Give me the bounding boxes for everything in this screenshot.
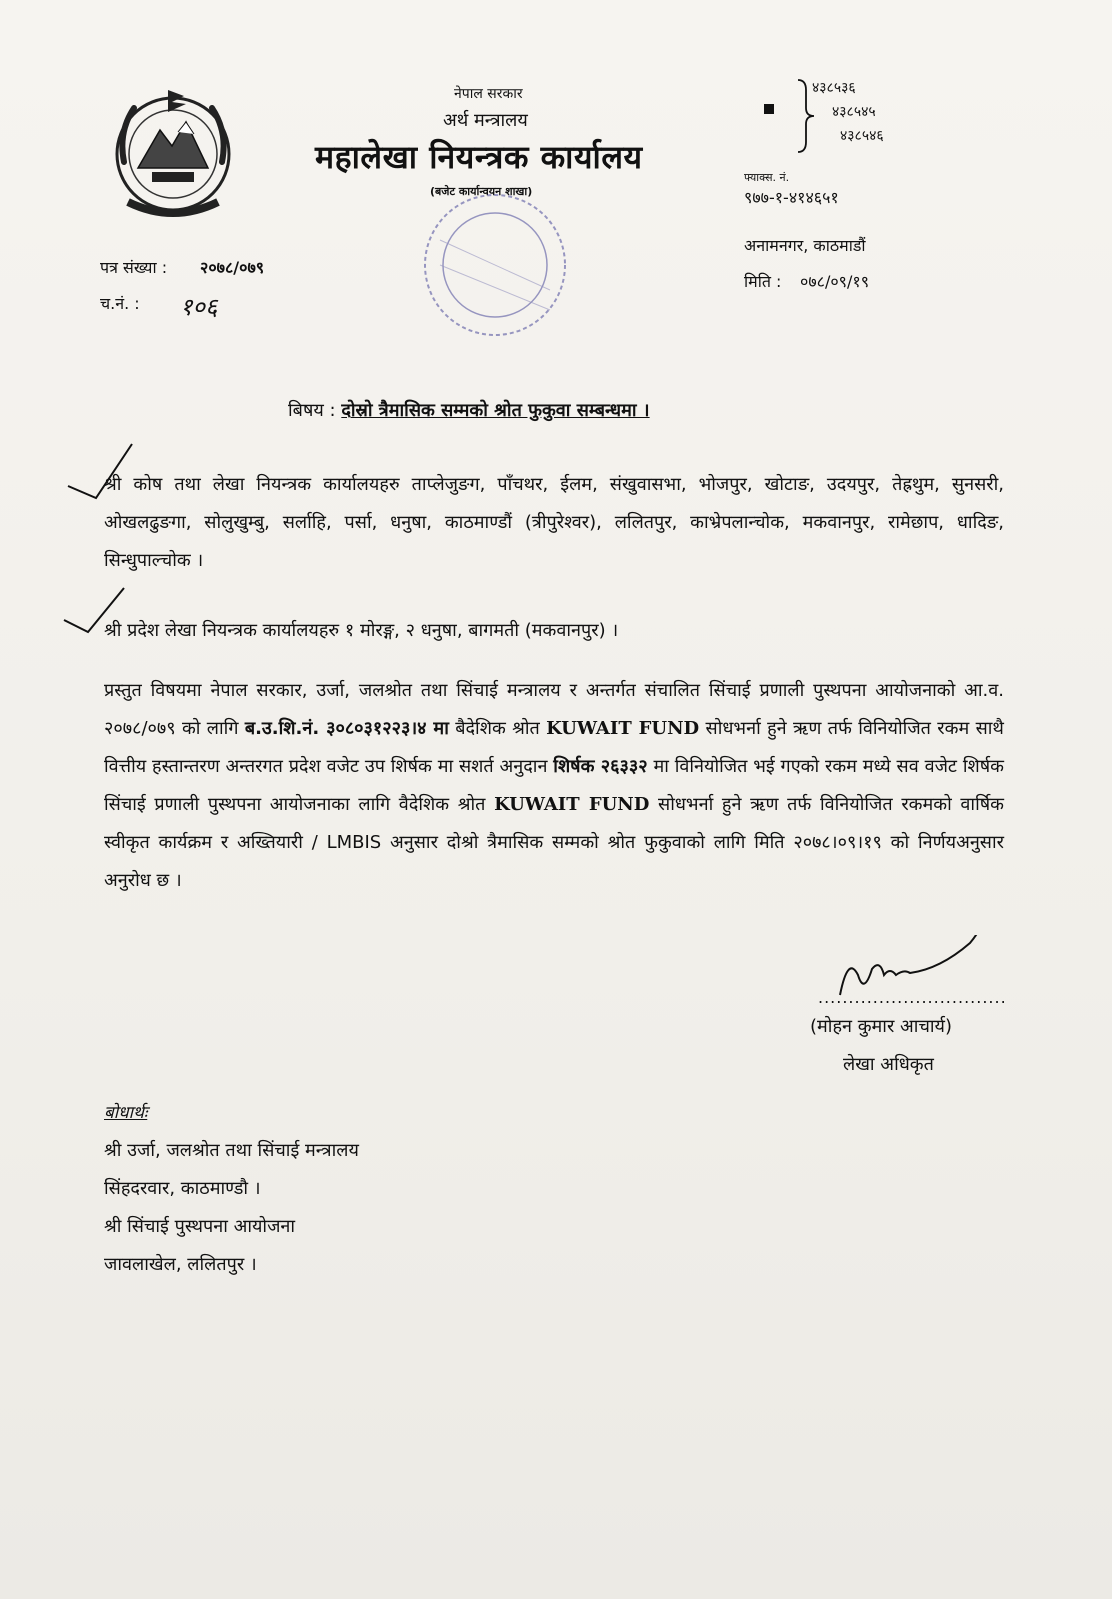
dispatch-number: १०६ (180, 293, 218, 321)
date-label: मिति : (744, 272, 782, 291)
body-part-2: बैदेशिक श्रोत (455, 718, 540, 739)
cc-line: श्री उर्जा, जलश्रोत तथा सिंचाई मन्त्रालय (104, 1140, 359, 1161)
cc-line: श्री सिंचाई पुस्थपना आयोजना (104, 1216, 296, 1237)
office-name: महालेखा नियन्त्रक कार्यालय (315, 138, 643, 176)
recipient-1: श्री कोष तथा लेखा नियन्त्रक कार्यालयहरु ताप्लेजुङग, पाँचथर, ईलम, संखुवासभा, भोजपुर, खोटाङ, उदयपुर, तेह्रथुम, सुनसरी, ओखलढुङगा, सोलुखुम्बु, सर्लाहि, पर्सा, धनुषा, काठमाण्डौं (त्रीपुरेश्वर), ललितपुर, काभ्रेपलान्चोक, मकवानपुर, रामेछाप, धादिङ, सिन्धुपाल्चोक । (104, 474, 1004, 571)
phone-icon (762, 102, 776, 116)
head-number: शिर्षक २६३३२ (553, 756, 648, 777)
ref-number: २०७८/०७९ (200, 258, 265, 277)
signature-line: ............................... (818, 988, 1007, 1007)
cc-heading: बोधार्थः (104, 1103, 148, 1123)
fax-label: फ्याक्स. नं. (744, 171, 790, 184)
cc-line: सिंहदरवार, काठमाण्डौ । (104, 1178, 261, 1199)
nepal-emblem-icon (108, 72, 238, 232)
body-part-5: सोधभर्ना हुने ऋण तर्फ विनियोजित रकमको वार्षिक स्वीकृत कार्यक्रम र अख्तियारी / LMBIS अनुसार दोश्रो त्रैमासिक सम्मको श्रोत फुकुवाको लागि मिति २०७८।०९।१९ को निर्णयअनुसार अनुरोध छ । (104, 794, 1004, 891)
subject-line (288, 398, 650, 422)
cc-line: जावलाखेल, ललितपुर । (104, 1254, 257, 1275)
fax-number: ९७७-१-४१४६५१ (744, 188, 839, 207)
fund-name-1: KUWAIT FUND (546, 718, 700, 739)
subject-text: दोस्रो त्रैमासिक सम्मको श्रोत फुकुवा सम्बन्धमा । (341, 400, 650, 421)
body-part-3: सोधभर्ना हुने ऋण तर्फ विनियोजित रकम साथै वित्तीय हस्तान्तरण अन्तरगत प्रदेश वजेट उप शिर्षक मा सशर्त अनुदान (104, 718, 1004, 777)
office-unit: (बजेट कार्यान्वयन शाखा) (430, 185, 533, 198)
ministry-name: अर्थ मन्त्रालय (443, 110, 528, 131)
signatory-role: लेखा अधिकृत (843, 1054, 934, 1075)
dispatch-label: च.नं. : (100, 294, 140, 313)
phone-1: ४३८५३६ (812, 80, 856, 96)
recipient-2: श्री प्रदेश लेखा नियन्त्रक कार्यालयहरु १ मोरङ्ग, २ धनुषा, बागमती (मकवानपुर) । (104, 620, 619, 641)
phone-2: ४३८५४५ (832, 104, 876, 120)
date-value: ०७८/०९/१९ (800, 272, 870, 291)
fund-name-2: KUWAIT FUND (494, 794, 650, 815)
address: अनामनगर, काठमाडौं (744, 236, 866, 255)
ref-label: पत्र संख्या : (100, 258, 168, 277)
gov-name: नेपाल सरकार (454, 86, 523, 102)
budget-number: ब.उ.शि.नं. ३०८०३१२२३।४ मा (244, 718, 449, 739)
phone-3: ४३८५४६ (840, 128, 884, 144)
body-part-1: प्रस्तुत विषयमा नेपाल सरकार, उर्जा, जलश्रोत तथा सिंचाई मन्त्रालय र अन्तर्गत संचालित सिंचाई प्रणाली पुस्थपना आयोजनाको आ.व. २०७८/०७९ को लागि (104, 680, 1004, 739)
subject-label: बिषय : (288, 400, 336, 421)
signatory-name: (मोहन कुमार आचार्य) (810, 1016, 953, 1037)
body-paragraph (104, 672, 1004, 900)
office-stamp-icon (410, 180, 580, 350)
body-part-4: मा विनियोजित भई गएको रकम मध्ये सव वजेट शिर्षक सिंचाई प्रणाली पुस्थपना आयोजनाका लागि वैदेशिक श्रोत (104, 756, 1004, 815)
